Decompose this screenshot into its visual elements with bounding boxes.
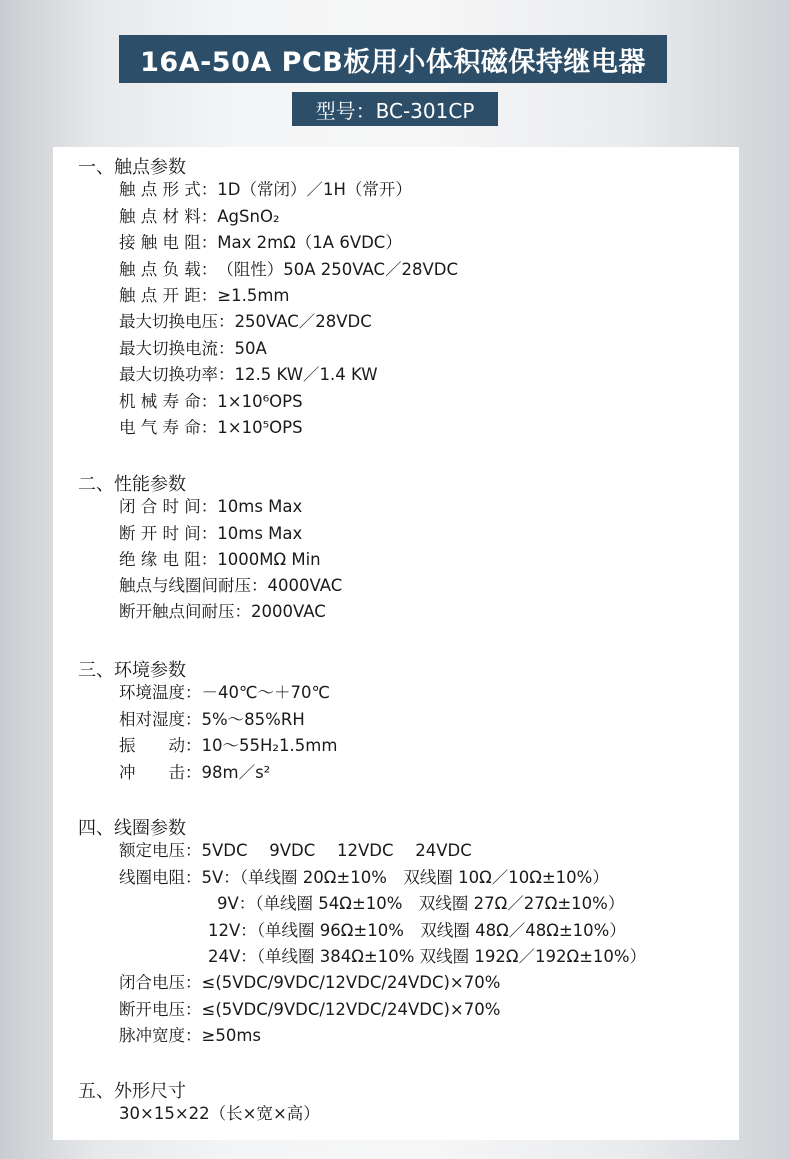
spec-row [119,417,303,439]
spec-value: 12.5 KW／1.4 KW [234,365,378,384]
spec-value: 12V：（单线圈 96Ω±10% 双线圈 48Ω／48Ω±10%） [208,921,626,940]
spec-label: 触 点 形 式： [119,180,218,199]
spec-row [208,946,646,968]
spec-row [119,206,280,228]
spec-row [119,867,609,889]
spec-value: 1D（常闭）／1H（常开） [217,180,412,199]
spec-row [119,762,270,784]
spec-label: 机 械 寿 命： [119,392,218,411]
spec-value: ≥50ms [201,1026,261,1045]
spec-label: 断开触点间耐压： [119,602,251,621]
spec-value: 4000VAC [267,576,343,595]
section-heading: 五、外形尺寸 [78,1081,186,1102]
spec-value: 10～55H₂1.5mm [201,736,338,755]
spec-label: 触 点 开 距： [119,286,218,305]
spec-label: 冲 击： [119,763,202,782]
spec-label: 相对湿度： [119,710,202,729]
spec-value: Max 2mΩ（1A 6VDC） [217,233,402,252]
spec-label: 最大切换功率： [119,365,235,384]
spec-row [119,364,378,386]
spec-label: 闭合电压： [119,973,202,992]
spec-value: 2000VAC [251,602,326,621]
section-heading: 一、触点参数 [78,157,186,178]
spec-value: 10ms Max [217,497,303,516]
section-heading: 四、线圈参数 [78,818,186,839]
spec-row [217,893,624,915]
spec-row [119,1025,261,1047]
spec-value: 30×15×22（长×宽×高） [119,1104,320,1123]
spec-label: 最大切换电压： [119,312,235,331]
spec-row [119,840,472,862]
spec-label: 线圈电阻： [119,868,202,887]
spec-row [119,682,330,704]
spec-value: 250VAC／28VDC [234,312,372,331]
spec-sheet [53,147,739,1140]
spec-value: 9V：（单线圈 54Ω±10% 双线圈 27Ω／27Ω±10%） [217,894,625,913]
spec-label: 振 动： [119,736,202,755]
spec-value: 1×10⁵OPS [217,418,303,437]
spec-label: 环境温度： [119,683,202,702]
spec-value: －40℃～＋70℃ [201,683,331,702]
spec-label: 接 触 电 阻： [119,233,218,252]
spec-row [119,232,402,254]
spec-label: 断开电压： [119,1000,202,1019]
spec-row [119,311,372,333]
spec-row [119,999,500,1021]
spec-row [208,920,626,942]
spec-label: 脉冲宽度： [119,1026,202,1045]
spec-label: 触 点 材 料： [119,207,218,226]
spec-label: 触点与线圈间耐压： [119,576,268,595]
spec-row [119,496,302,518]
spec-value: 5V：（单线圈 20Ω±10% 双线圈 10Ω／10Ω±10%） [201,868,609,887]
spec-row [119,179,412,201]
spec-value: 24V：（单线圈 384Ω±10% 双线圈 192Ω／192Ω±10%） [208,947,647,966]
spec-value: （阻性）50A 250VAC／28VDC [217,260,459,279]
spec-value: 98m／s² [201,763,271,782]
section-heading: 三、环境参数 [78,660,186,681]
spec-value: 1000MΩ Min [217,550,321,569]
spec-label: 触 点 负 载： [119,260,218,279]
spec-value: 5VDC 9VDC 12VDC 24VDC [201,841,472,860]
spec-value: ≥1.5mm [217,286,290,305]
model-number-badge: 型号：BC-301CP [292,92,498,126]
section-heading: 二、性能参数 [78,474,186,495]
spec-value: ≤(5VDC/9VDC/12VDC/24VDC)×70% [201,973,501,992]
spec-value: 10ms Max [217,524,303,543]
spec-value: 50A [234,339,267,358]
spec-value: 1×10⁶OPS [217,392,303,411]
spec-row [119,549,321,571]
spec-value: AgSnO₂ [217,207,280,226]
spec-row [119,972,500,994]
spec-label: 最大切换电流： [119,339,235,358]
spec-label: 绝 缘 电 阻： [119,550,218,569]
spec-label: 闭 合 时 间： [119,497,218,516]
spec-label: 断 开 时 间： [119,524,218,543]
spec-row [119,1103,320,1125]
page-title: 16A-50A PCB板用小体积磁保持继电器 [119,35,667,83]
spec-row [119,391,303,413]
spec-row [119,285,289,307]
spec-value: ≤(5VDC/9VDC/12VDC/24VDC)×70% [201,1000,501,1019]
spec-row [119,523,302,545]
spec-label: 电 气 寿 命： [119,418,218,437]
spec-row [119,259,458,281]
spec-label: 额定电压： [119,841,202,860]
spec-row [119,338,267,360]
spec-row [119,575,342,597]
spec-row [119,709,305,731]
spec-value: 5%～85%RH [201,710,305,729]
spec-row [119,601,326,623]
spec-row [119,735,337,757]
